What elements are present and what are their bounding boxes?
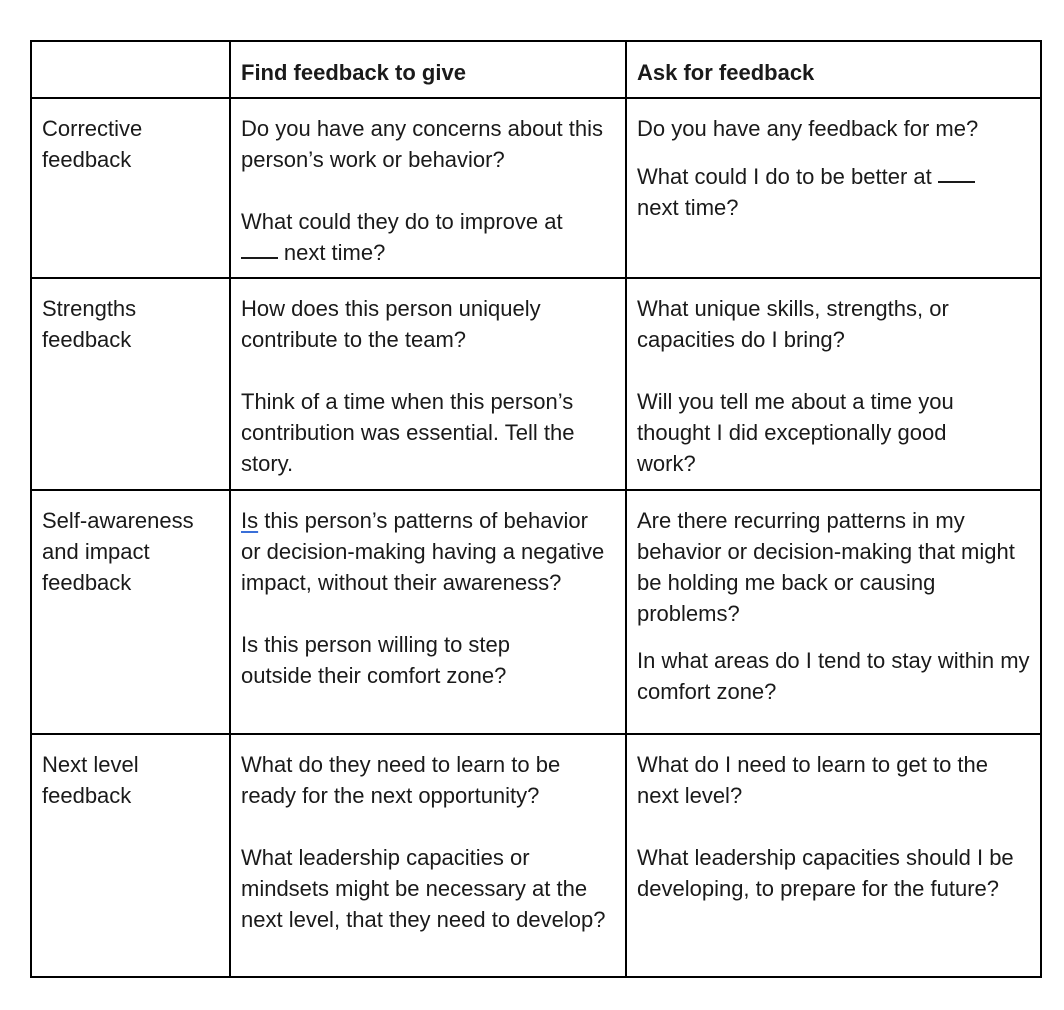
ask-cell [627, 99, 1040, 223]
give-question: Do you have any concerns about this person’s work or behavior? [241, 116, 604, 172]
feedback-table [30, 40, 1042, 978]
ask-question: Are there recurring patterns in my behavior or decision-making that might be holding me back or causing problems? [637, 508, 1015, 626]
ask-question: Do you have any feedback for me? [637, 116, 979, 141]
table-header-row [32, 42, 1040, 99]
ask-question: What unique skills, strengths, or capacities do I bring? [637, 296, 949, 352]
give-question: What could they do to improve at next time? [241, 209, 563, 265]
give-question: What do they need to learn to be ready for the next opportunity? [241, 752, 561, 808]
give-cell [231, 735, 625, 935]
row-label: Next level feedback [42, 752, 139, 808]
give-cell [231, 279, 625, 479]
ask-cell [627, 735, 1040, 904]
row-label: Self-awareness and impact feedback [42, 508, 194, 595]
header-ask-feedback: Ask for feedback [637, 60, 815, 85]
ask-cell [627, 279, 1040, 479]
spellcheck-flagged-word[interactable]: Is [241, 508, 259, 533]
give-question: Think of a time when this person’s contribution was essential. Tell the story. [241, 389, 575, 476]
table-row-corrective [32, 99, 1040, 279]
ask-question: What could I do to be better at next time? [637, 161, 1032, 223]
ask-question: Will you tell me about a time you thought I did exceptionally good work? [637, 389, 954, 476]
give-question: How does this person uniquely contribute to the team? [241, 296, 541, 352]
give-cell [231, 99, 625, 268]
table-row-self-awareness [32, 491, 1040, 735]
ask-question: In what areas do I tend to stay within my comfort zone? [637, 648, 1030, 704]
ask-question: What do I need to learn to get to the next level? [637, 752, 989, 808]
table-row-strengths [32, 279, 1040, 491]
give-cell [231, 491, 625, 691]
header-find-feedback: Find feedback to give [241, 60, 466, 85]
give-question: Is this person willing to step outside their comfort zone? [241, 632, 511, 688]
give-question: Is this person’s patterns of behavior or decision-making having a negative impact, without their awareness? [241, 508, 605, 595]
table-row-next-level [32, 735, 1040, 976]
header-empty-cell [32, 42, 229, 56]
row-label: Strengths feedback [42, 296, 137, 352]
row-label: Corrective feedback [42, 116, 143, 172]
ask-cell [627, 491, 1040, 707]
give-question: What leadership capacities or mindsets might be necessary at the next level, that they need to develop? [241, 845, 606, 932]
ask-question: What leadership capacities should I be developing, to prepare for the future? [637, 845, 1014, 901]
